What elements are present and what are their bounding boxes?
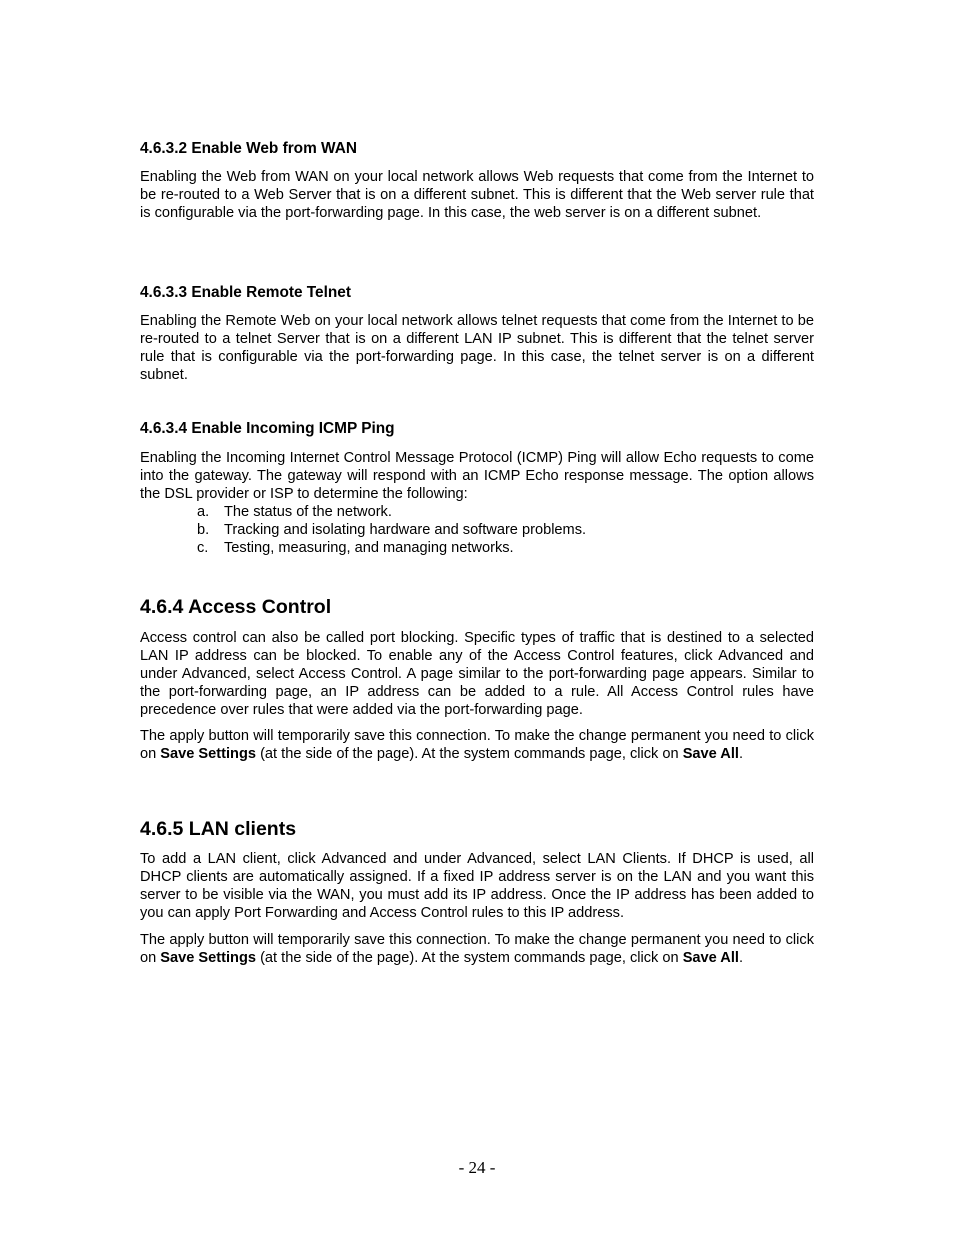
page-number: - 24 - bbox=[458, 1158, 496, 1177]
save-settings-text: Save Settings bbox=[160, 950, 257, 966]
list-marker: b. bbox=[197, 522, 210, 538]
heading-enable-web-from-wan: 4.6.3.2 Enable Web from WAN bbox=[140, 140, 357, 157]
paragraph-enable-incoming-icmp-ping: Enabling the Incoming Internet Control Message Protocol (ICMP) Ping will allow Echo requests to come into the gateway. The gateway will respond with an ICMP Echo response message. The option allows the DSL provider or ISP to determine the following: bbox=[140, 450, 814, 502]
heading-enable-remote-telnet: 4.6.3.3 Enable Remote Telnet bbox=[140, 284, 351, 301]
list-item-text: Testing, measuring, and managing networks. bbox=[224, 540, 514, 556]
paragraph-access-control-apply: The apply button will temporarily save this connection. To make the change permanent you need to click on Save Settings (at the side of the page). At the system commands page, click on Save All. bbox=[140, 728, 814, 762]
save-all-text: Save All bbox=[682, 950, 739, 966]
list-item bbox=[197, 539, 797, 557]
heading-access-control: 4.6.4 Access Control bbox=[140, 596, 332, 618]
paragraph-lan-clients-apply: The apply button will temporarily save this connection. To make the change permanent you need to click on Save Settings (at the side of the page). At the system commands page, click on Save All. bbox=[140, 932, 814, 966]
list-item-text: The status of the network. bbox=[224, 504, 392, 520]
list-marker: a. bbox=[197, 504, 210, 520]
paragraph-enable-web-from-wan: Enabling the Web from WAN on your local network allows Web requests that come from the Internet to be re-routed to a Web Server that is on a different subnet. This is different that the Web server rule that is configurable via the port-forwarding page. In this case, the web server is on a different subnet. bbox=[140, 169, 814, 221]
list-item-text: Tracking and isolating hardware and software problems. bbox=[224, 522, 587, 538]
paragraph-enable-remote-telnet: Enabling the Remote Web on your local network allows telnet requests that come from the Internet to be re-routed to a telnet Server that is on a different LAN IP subnet. This is different that the telnet server rule that is configurable via the port-forwarding page. In this case, the telnet server is on a different subnet. bbox=[140, 313, 814, 383]
heading-enable-incoming-icmp-ping: 4.6.3.4 Enable Incoming ICMP Ping bbox=[140, 420, 395, 437]
save-all-text: Save All bbox=[682, 746, 739, 762]
heading-lan-clients: 4.6.5 LAN clients bbox=[140, 818, 297, 840]
save-settings-text: Save Settings bbox=[160, 746, 257, 762]
list-item bbox=[197, 503, 797, 521]
list-marker: c. bbox=[197, 540, 209, 556]
list-item bbox=[197, 521, 797, 539]
paragraph-lan-clients: To add a LAN client, click Advanced and under Advanced, select LAN Clients. If DHCP is used, all DHCP clients are automatically assigned. If a fixed IP address server is on the LAN and you want this server to be visible via the WAN, you must add its IP address. Once the IP address has been added to you can apply Port Forwarding and Access Control rules to this IP address. bbox=[140, 851, 814, 921]
paragraph-access-control: Access control can also be called port blocking. Specific types of traffic that is destined to a selected LAN IP address can be blocked. To enable any of the Access Control features, click Advanced and under Advanced, select Access Control. A page similar to the port-forwarding page appears. Similar to the port-forwarding page, an IP address can be added to a rule. All Access Control rules have precedence over rules that were added via the port-forwarding page. bbox=[140, 630, 814, 718]
